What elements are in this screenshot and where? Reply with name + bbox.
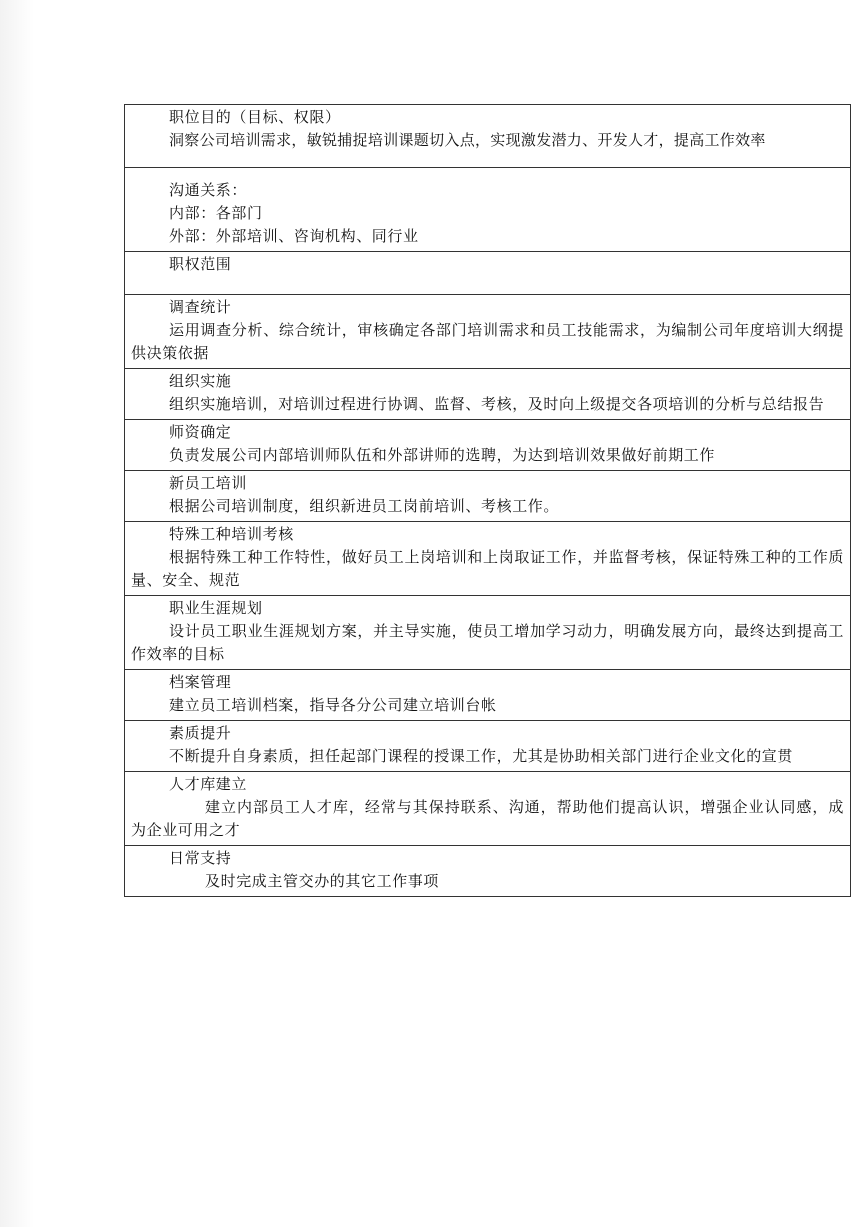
table-row	[125, 721, 851, 772]
table-row	[125, 670, 851, 721]
table-row	[125, 846, 851, 897]
section-text: 建立内部员工人才库，经常与其保持联系、沟通，帮助他们提高认识，增强企业认同感，成为企业可用之才	[131, 798, 844, 839]
section-text: 不断提升自身素质，担任起部门课程的授课工作，尤其是协助相关部门进行企业文化的宣贯	[169, 747, 794, 765]
section-text: 外部：外部培训、咨询机构、同行业	[169, 227, 419, 245]
section-heading: 档案管理	[169, 673, 232, 691]
section-survey-statistics	[125, 295, 851, 369]
section-text: 设计员工职业生涯规划方案，并主导实施，使员工增加学习动力，明确发展方向，最终达到提高工作效率的目标	[131, 622, 844, 663]
section-heading: 职权范围	[169, 255, 232, 273]
section-heading: 素质提升	[169, 724, 232, 742]
section-text: 负责发展公司内部培训师队伍和外部讲师的选聘，为达到培训效果做好前期工作	[169, 446, 716, 464]
table-row	[125, 252, 851, 295]
section-communication	[125, 168, 851, 252]
job-description-table	[124, 104, 851, 897]
table-row	[125, 420, 851, 471]
section-heading: 人才库建立	[169, 775, 248, 793]
section-heading: 特殊工种培训考核	[169, 525, 294, 543]
table-row	[125, 522, 851, 596]
section-new-employee-training	[125, 471, 851, 522]
section-text: 及时完成主管交办的其它工作事项	[205, 872, 440, 890]
table-row	[125, 772, 851, 846]
section-heading: 沟通关系：	[169, 181, 248, 199]
section-text: 洞察公司培训需求，敏锐捕捉培训课题切入点，实现激发潜力、开发人才，提高工作效率	[169, 131, 766, 149]
section-text: 内部：各部门	[169, 204, 263, 222]
section-talent-pool	[125, 772, 851, 846]
section-text: 建立员工培训档案，指导各分公司建立培训台帐	[169, 696, 497, 714]
table-row	[125, 168, 851, 252]
section-text: 根据公司培训制度，组织新进员工岗前培训、考核工作。	[169, 497, 560, 515]
spacer	[131, 169, 844, 179]
section-heading: 新员工培训	[169, 474, 248, 492]
table-row	[125, 369, 851, 420]
section-heading: 职业生涯规划	[169, 599, 263, 617]
section-text: 根据特殊工种工作特性，做好员工上岗培训和上岗取证工作，并监督考核，保证特殊工种的工作质量、安全、规范	[131, 548, 844, 589]
section-organize-implement	[125, 369, 851, 420]
section-heading: 师资确定	[169, 423, 232, 441]
table-row	[125, 471, 851, 522]
section-daily-support	[125, 846, 851, 897]
section-heading: 调查统计	[169, 298, 232, 316]
table-row	[125, 105, 851, 168]
section-records-management	[125, 670, 851, 721]
section-career-planning	[125, 596, 851, 670]
table-row	[125, 295, 851, 369]
section-special-trade-training	[125, 522, 851, 596]
section-authority-scope	[125, 252, 851, 295]
section-faculty	[125, 420, 851, 471]
section-heading: 组织实施	[169, 372, 232, 390]
section-text: 运用调查分析、综合统计，审核确定各部门培训需求和员工技能需求，为编制公司年度培训大纲提供决策依据	[131, 321, 844, 362]
section-text: 组织实施培训，对培训过程进行协调、监督、考核，及时向上级提交各项培训的分析与总结报告	[169, 395, 825, 413]
section-heading: 日常支持	[169, 849, 232, 867]
section-quality-improvement	[125, 721, 851, 772]
table-row	[125, 596, 851, 670]
section-heading: 职位目的（目标、权限）	[169, 108, 341, 126]
page-left-margin-shade	[0, 0, 34, 1227]
section-purpose	[125, 105, 851, 168]
